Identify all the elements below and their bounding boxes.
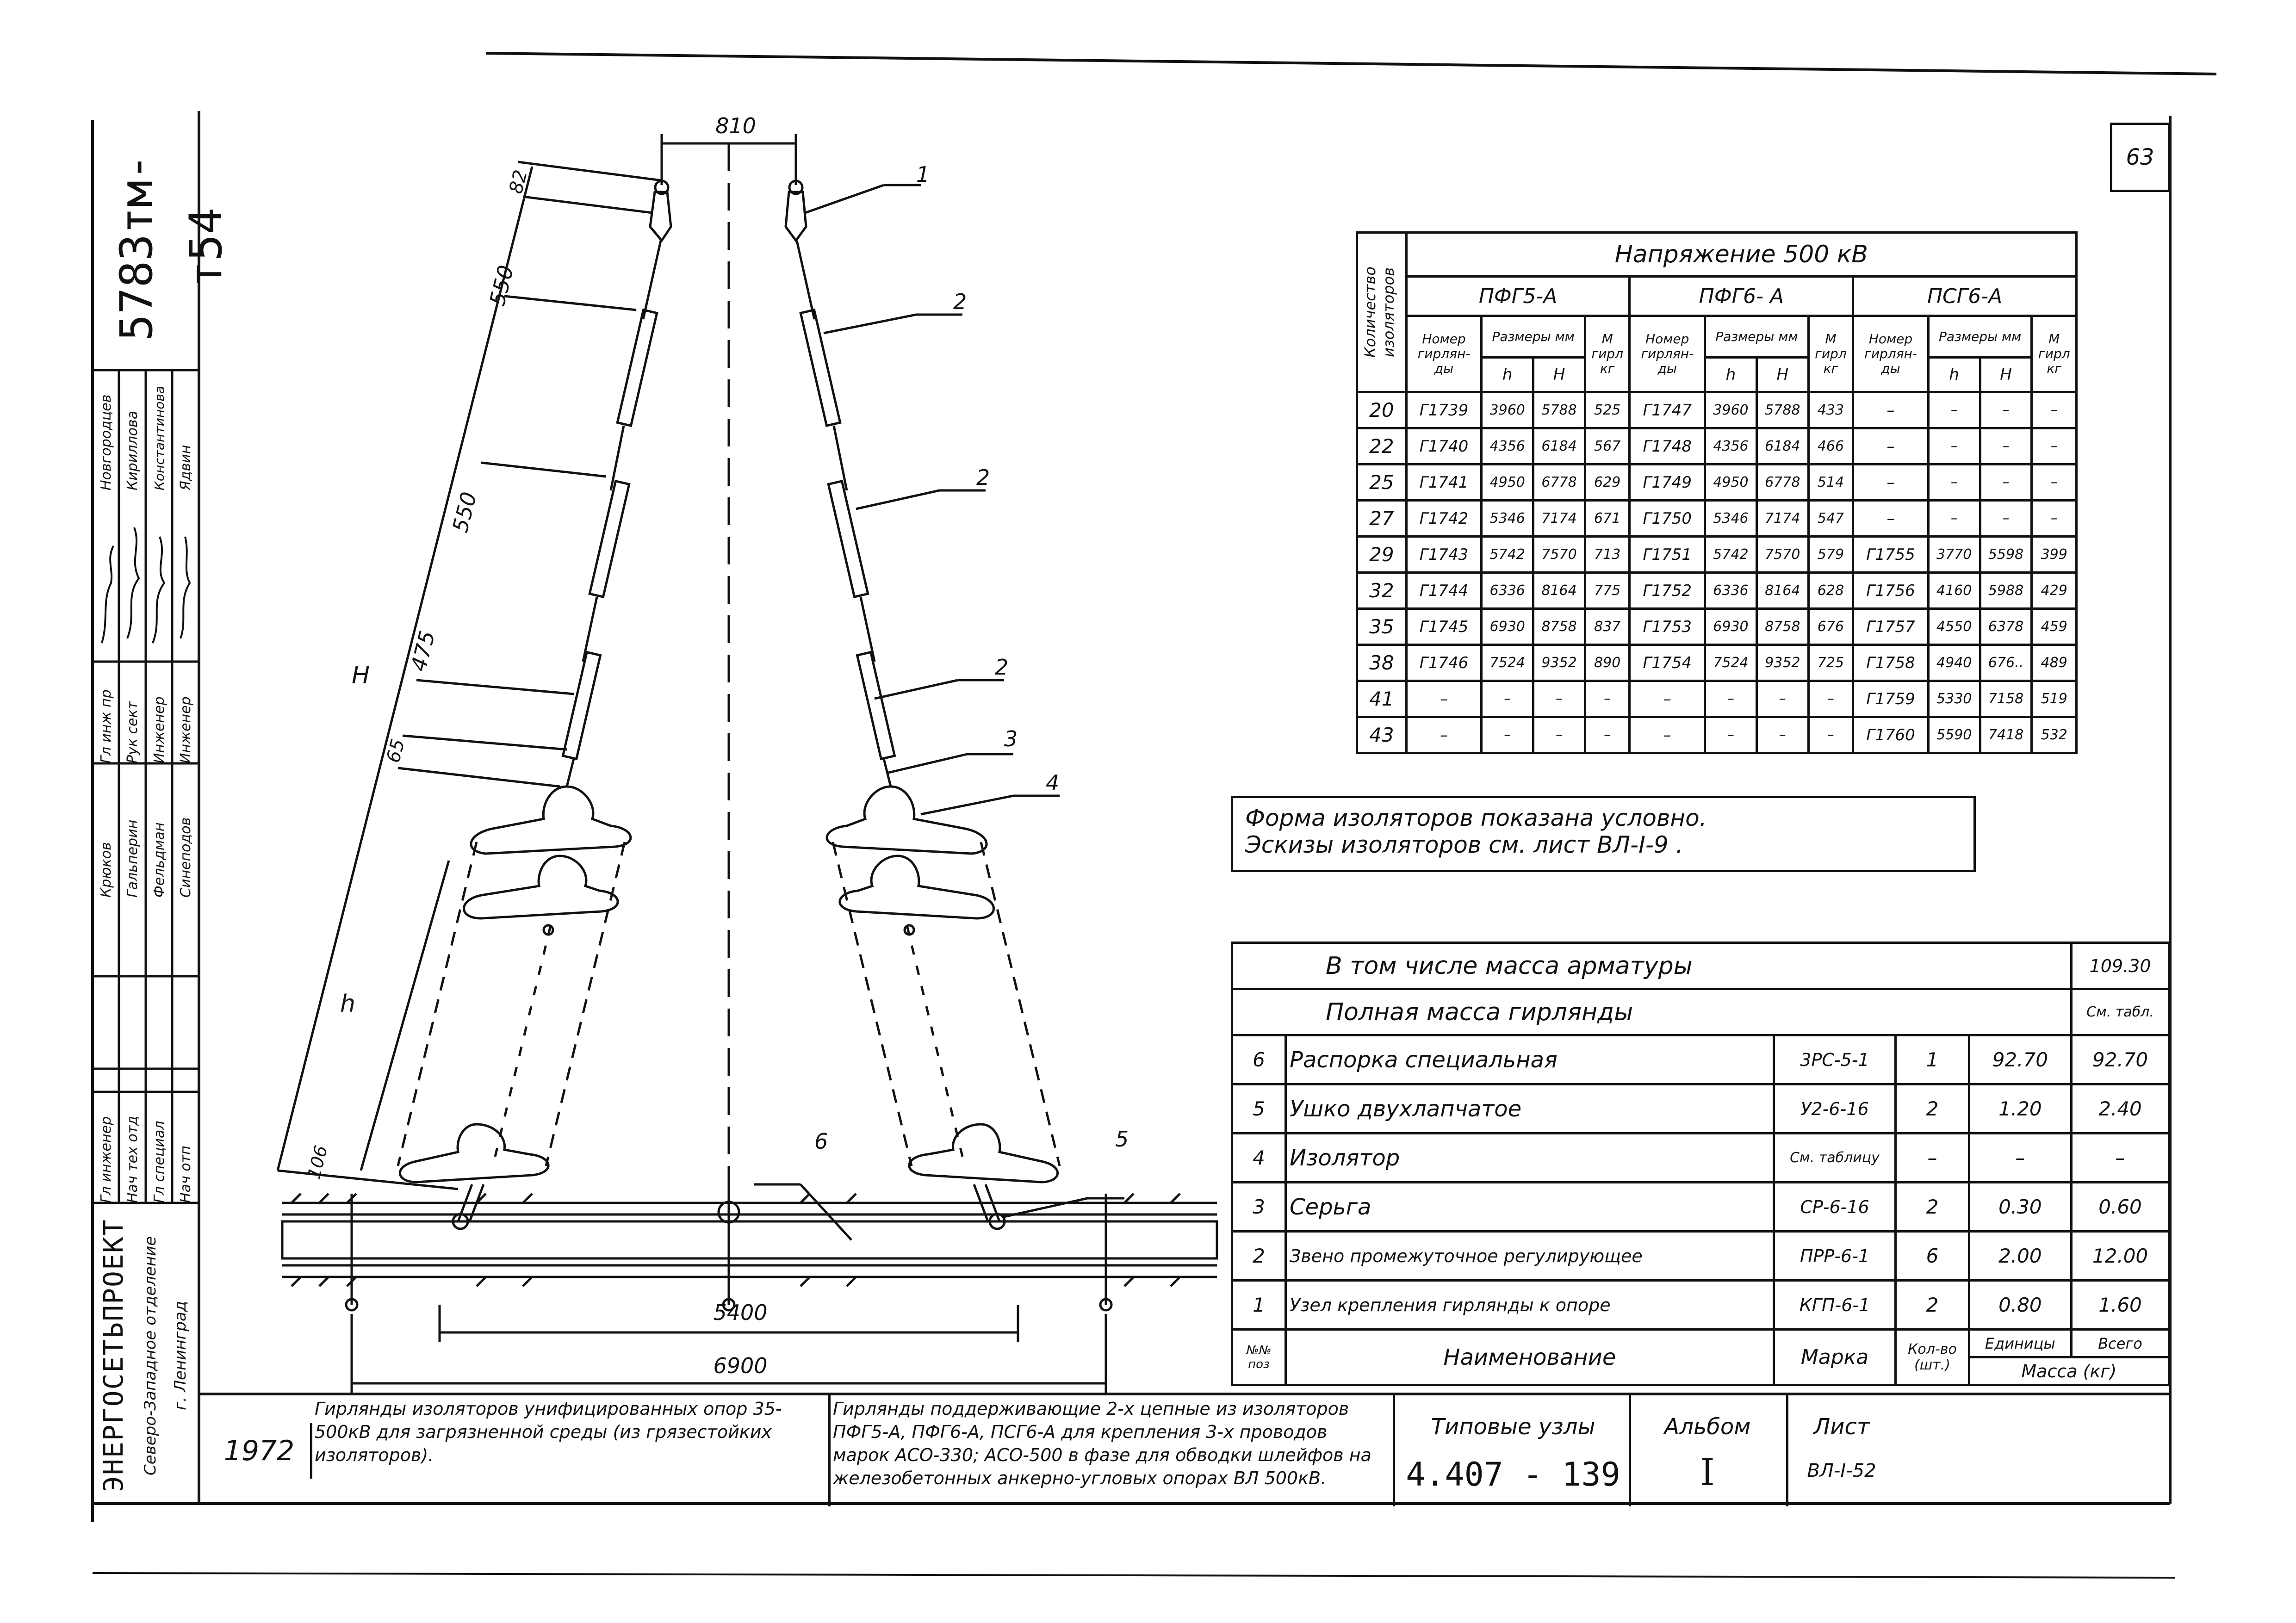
- spec-row: [1232, 1134, 2169, 1183]
- left-stamp: [93, 120, 232, 1504]
- sig-name: Ядвин: [178, 445, 194, 490]
- callout-6: 6: [814, 1129, 828, 1154]
- dim-106: 106: [304, 1143, 332, 1181]
- spec-name: Ушко двухлапчатое: [1286, 1084, 1774, 1134]
- H-label: H: [1980, 358, 2032, 392]
- table-cell: 579: [1808, 537, 1853, 573]
- table-cell: 466: [1808, 428, 1853, 465]
- table-cell: –: [1406, 717, 1482, 753]
- table-cell: 459: [2032, 609, 2077, 645]
- h-unit: Единицы: [1969, 1330, 2071, 1357]
- table-cell: Г1739: [1406, 392, 1482, 428]
- table-cell: –: [1482, 717, 1533, 753]
- table-cell: 628: [1808, 573, 1853, 609]
- table-cell: 8758: [1533, 609, 1585, 645]
- table-cell: Г1743: [1406, 537, 1482, 573]
- sig-role: Гл инженер: [98, 1116, 114, 1203]
- table-cell: –: [1980, 392, 2032, 428]
- table-cell: 429: [2032, 573, 2077, 609]
- dim-65: 65: [382, 737, 409, 765]
- table-cell: Г1745: [1406, 609, 1482, 645]
- table-cell: 6778: [1756, 465, 1808, 501]
- divider: [1629, 1395, 1631, 1506]
- spec-mark: 3РС-5-1: [1774, 1035, 1896, 1084]
- table-cell: –: [1853, 501, 1929, 537]
- total-label: Полная масса гирлянды: [1232, 989, 2072, 1035]
- table-cell: 676..: [1980, 645, 2032, 681]
- dim-base-outer: 6900: [713, 1353, 768, 1378]
- voltage-title: Напряжение 500 кВ: [1406, 233, 2076, 277]
- table-cell: Г1756: [1853, 573, 1929, 609]
- spec-unit: 0.30: [1969, 1183, 2071, 1232]
- table-cell: 433: [1808, 392, 1853, 428]
- spec-qty: 6: [1896, 1232, 1969, 1281]
- H-label: H: [1533, 358, 1585, 392]
- sig-role: Нач тех отд: [124, 1116, 141, 1203]
- spec-mark: СР-6-16: [1774, 1183, 1896, 1232]
- spec-total: 1.60: [2072, 1281, 2169, 1330]
- spec-mark: См. таблицу: [1774, 1134, 1896, 1183]
- table-cell: 5346: [1482, 501, 1533, 537]
- spec-mark: У2-6-16: [1774, 1084, 1896, 1134]
- table-cell: –: [1630, 681, 1705, 717]
- spec-row: [1232, 1035, 2169, 1084]
- table-cell: 7524: [1482, 645, 1533, 681]
- callout-2: 2: [953, 289, 967, 314]
- callout-1: 1: [916, 162, 930, 187]
- sub-sizes: Размеры мм: [1705, 316, 1809, 358]
- spec-pos: 5: [1232, 1084, 1286, 1134]
- count-header: Количество изоляторов: [1357, 233, 1407, 392]
- table-cell: 525: [1585, 392, 1630, 428]
- table-cell: –: [1585, 681, 1630, 717]
- dim-base-inner: 5400: [713, 1300, 768, 1325]
- table-cell: –: [1406, 681, 1482, 717]
- h-mark: Марка: [1774, 1330, 1896, 1385]
- table-cell: 5346: [1705, 501, 1757, 537]
- spec-row: [1232, 1232, 2169, 1281]
- table-cell: 519: [2032, 681, 2077, 717]
- h-total: Всего: [2072, 1330, 2169, 1357]
- table-cell: 775: [1585, 573, 1630, 609]
- sig-name: Новгородцев: [98, 394, 114, 490]
- org-name: ЭНЕРГОСЕТЬПРОЕКТ: [98, 1219, 129, 1493]
- title-block: [199, 1393, 2170, 1506]
- spec-pos: 3: [1232, 1183, 1286, 1232]
- table-row: [1357, 465, 2077, 501]
- table-cell: 514: [1808, 465, 1853, 501]
- total-value: См. табл.: [2072, 989, 2169, 1035]
- table-cell: Г1758: [1853, 645, 1929, 681]
- table-row: [1357, 428, 2077, 465]
- table-cell: 5590: [1928, 717, 1980, 753]
- spec-table: [1231, 942, 2170, 1386]
- table-cell: –: [1808, 681, 1853, 717]
- insulator-count: 38: [1357, 645, 1407, 681]
- table-row: [1357, 717, 2077, 753]
- table-cell: 4160: [1928, 573, 1980, 609]
- table-cell: 671: [1585, 501, 1630, 537]
- sig-name: Константинова: [152, 385, 167, 490]
- table-cell: 8164: [1533, 573, 1585, 609]
- table-cell: Г1753: [1630, 609, 1705, 645]
- spec-name: Звено промежуточное регулирующее: [1286, 1232, 1774, 1281]
- insulator-count: 43: [1357, 717, 1407, 753]
- spec-mark: КГП-6-1: [1774, 1281, 1896, 1330]
- table-cell: –: [1980, 428, 2032, 465]
- sig-name: Кириллова: [124, 410, 141, 490]
- callout-2: 2: [976, 465, 990, 490]
- table-cell: 5988: [1980, 573, 2032, 609]
- sub-mass: М гирл кг: [2032, 316, 2077, 392]
- sig-role: Инженер: [178, 696, 194, 763]
- table-row: [1357, 645, 2077, 681]
- table-cell: –: [1928, 465, 1980, 501]
- group-psg6: ПСГ6-А: [1853, 277, 2077, 316]
- table-cell: 7570: [1756, 537, 1808, 573]
- table-cell: Г1760: [1853, 717, 1929, 753]
- spec-name: Изолятор: [1286, 1134, 1774, 1183]
- divider: [1393, 1395, 1395, 1506]
- table-cell: Г1759: [1853, 681, 1929, 717]
- note-line-2: Эскизы изоляторов см. лист ВЛ-I-9 .: [1245, 831, 1683, 858]
- sig-name: Синеподов: [178, 817, 194, 898]
- table-cell: 725: [1808, 645, 1853, 681]
- table-cell: Г1754: [1630, 645, 1705, 681]
- callout-4: 4: [1046, 770, 1060, 795]
- dim-475: 475: [406, 628, 440, 674]
- table-cell: 3960: [1705, 392, 1757, 428]
- dim-82: 82: [505, 167, 532, 196]
- divider: [1786, 1395, 1788, 1506]
- table-cell: 7158: [1980, 681, 2032, 717]
- table-cell: Г1747: [1630, 392, 1705, 428]
- spec-qty: 2: [1896, 1183, 1969, 1232]
- table-cell: –: [1756, 717, 1808, 753]
- table-cell: 567: [1585, 428, 1630, 465]
- table-cell: Г1749: [1630, 465, 1705, 501]
- table-row: [1357, 537, 2077, 573]
- table-cell: Г1740: [1406, 428, 1482, 465]
- table-cell: 5742: [1705, 537, 1757, 573]
- spec-qty: 2: [1896, 1084, 1969, 1134]
- spec-unit: 0.80: [1969, 1281, 2071, 1330]
- insulator-count: 41: [1357, 681, 1407, 717]
- table-cell: Г1751: [1630, 537, 1705, 573]
- table-cell: –: [1928, 501, 1980, 537]
- table-row: [1357, 501, 2077, 537]
- insulator-count: 25: [1357, 465, 1407, 501]
- callout-5: 5: [1115, 1127, 1129, 1152]
- h-label: h: [1705, 358, 1757, 392]
- sheet-label: Лист: [1813, 1414, 1870, 1440]
- spec-pos: 1: [1232, 1281, 1286, 1330]
- insulator-count: 22: [1357, 428, 1407, 465]
- sig-name: Крюков: [98, 842, 114, 898]
- year: 1972: [208, 1423, 312, 1479]
- spec-unit: 2.00: [1969, 1232, 2071, 1281]
- spec-qty: 2: [1896, 1281, 1969, 1330]
- table-cell: Г1744: [1406, 573, 1482, 609]
- org-branch: Северо-Западное отделение: [141, 1236, 160, 1475]
- spec-total: –: [2072, 1134, 2169, 1183]
- album-value: I: [1700, 1451, 1715, 1494]
- h-qty: Кол-во (шт.): [1896, 1330, 1969, 1385]
- left-string: [398, 181, 671, 1229]
- table-cell: Г1742: [1406, 501, 1482, 537]
- sub-mass: М гирл кг: [1808, 316, 1853, 392]
- spec-pos: 4: [1232, 1134, 1286, 1183]
- spec-row: [1232, 1281, 2169, 1330]
- desc-main: Гирлянды поддерживающие 2-х цепные из изоляторов ПФГ5-А, ПФГ6-А, ПСГ6-А для крепления 3-х проводов марок АСО-330; АСО-500 в фазе для обводки шлейфов на железобетонных анкерно-угловых опорах ВЛ 500кВ.: [833, 1399, 1371, 1488]
- table-cell: 3770: [1928, 537, 1980, 573]
- table-cell: Г1741: [1406, 465, 1482, 501]
- table-row: [1357, 392, 2077, 428]
- h-label: h: [1482, 358, 1533, 392]
- org-city: г. Ленинград: [171, 1301, 190, 1411]
- table-cell: 6336: [1482, 573, 1533, 609]
- H-label: H: [1756, 358, 1808, 392]
- dim-h: h: [340, 990, 355, 1018]
- spec-row: [1232, 1084, 2169, 1134]
- insulator-table: [1356, 231, 2078, 754]
- table-cell: 532: [2032, 717, 2077, 753]
- right-string: [786, 181, 1060, 1229]
- sig-role: Инженер: [151, 696, 168, 763]
- table-cell: 7418: [1980, 717, 2032, 753]
- sig-role: Гл специал: [151, 1121, 168, 1203]
- table-cell: 7570: [1533, 537, 1585, 573]
- h-mass: Масса (кг): [1969, 1357, 2169, 1385]
- table-cell: –: [1533, 717, 1585, 753]
- spec-pos: 2: [1232, 1232, 1286, 1281]
- table-cell: 6778: [1533, 465, 1585, 501]
- archive-code: 5783тм-т54: [111, 154, 232, 341]
- table-cell: –: [1853, 465, 1929, 501]
- album-label: Альбом: [1664, 1414, 1751, 1440]
- table-cell: 4550: [1928, 609, 1980, 645]
- series-value: 4.407 - 139: [1406, 1456, 1620, 1493]
- table-cell: 7524: [1705, 645, 1757, 681]
- table-cell: Г1757: [1853, 609, 1929, 645]
- group-pfg5: ПФГ5-А: [1406, 277, 1630, 316]
- table-cell: 837: [1585, 609, 1630, 645]
- spec-unit: –: [1969, 1134, 2071, 1183]
- spec-row: [1232, 1183, 2169, 1232]
- spec-mark: ПРР-6-1: [1774, 1232, 1896, 1281]
- table-cell: –: [1928, 392, 1980, 428]
- spec-unit: 1.20: [1969, 1084, 2071, 1134]
- table-cell: –: [1756, 681, 1808, 717]
- h-pos: №№ поз: [1232, 1330, 1286, 1385]
- table-cell: 5598: [1980, 537, 2032, 573]
- spec-name: Распорка специальная: [1286, 1035, 1774, 1084]
- desc-left: Гирлянды изоляторов унифицированных опор 35-500кВ для загрязненной среды (из грязестойких изоляторов).: [315, 1399, 782, 1465]
- sub-mass: М гирл кг: [1585, 316, 1630, 392]
- table-cell: 8164: [1756, 573, 1808, 609]
- spec-total: 92.70: [2072, 1035, 2169, 1084]
- insulator-string-drawing: [199, 93, 1263, 1434]
- table-cell: 9352: [1756, 645, 1808, 681]
- table-cell: 4950: [1482, 465, 1533, 501]
- table-cell: 6184: [1533, 428, 1585, 465]
- table-cell: 5788: [1533, 392, 1585, 428]
- series-label: Типовые узлы: [1431, 1414, 1595, 1440]
- spec-total: 0.60: [2072, 1183, 2169, 1232]
- table-cell: 7174: [1533, 501, 1585, 537]
- table-cell: 6378: [1980, 609, 2032, 645]
- table-cell: –: [2032, 501, 2077, 537]
- sig-name: Гальперин: [124, 819, 141, 898]
- table-cell: 676: [1808, 609, 1853, 645]
- table-cell: 4356: [1482, 428, 1533, 465]
- table-cell: 4940: [1928, 645, 1980, 681]
- spec-name: Серьга: [1286, 1183, 1774, 1232]
- h-label: h: [1928, 358, 1980, 392]
- table-cell: 6930: [1482, 609, 1533, 645]
- table-cell: 890: [1585, 645, 1630, 681]
- table-cell: –: [1928, 428, 1980, 465]
- note-box: [1231, 796, 1976, 872]
- insulator-count: 20: [1357, 392, 1407, 428]
- table-cell: Г1755: [1853, 537, 1929, 573]
- spec-total: 2.40: [2072, 1084, 2169, 1134]
- sub-number: Номер гирлян-ды: [1853, 316, 1929, 392]
- sub-sizes: Размеры мм: [1928, 316, 2032, 358]
- spec-unit: 92.70: [1969, 1035, 2071, 1084]
- spec-name: Узел крепления гирлянды к опоре: [1286, 1281, 1774, 1330]
- page-number-box: [2110, 123, 2170, 192]
- group-pfg6: ПФГ6- А: [1630, 277, 1853, 316]
- sig-role: Рук сект: [124, 701, 141, 763]
- insulator-count: 35: [1357, 609, 1407, 645]
- table-row: [1357, 609, 2077, 645]
- table-cell: –: [1980, 501, 2032, 537]
- table-cell: 7174: [1756, 501, 1808, 537]
- h-name: Наименование: [1286, 1330, 1774, 1385]
- dim-550b: 550: [447, 489, 482, 535]
- spacer-bar: [282, 1194, 1217, 1310]
- sig-name: Фельдман: [151, 822, 168, 898]
- dim-550a: 550: [484, 262, 519, 309]
- sub-number: Номер гирлян-ды: [1630, 316, 1705, 392]
- table-cell: 4950: [1705, 465, 1757, 501]
- sub-number: Номер гирлян-ды: [1406, 316, 1482, 392]
- note-line-1: Форма изоляторов показана условно.: [1245, 805, 1707, 831]
- table-cell: 713: [1585, 537, 1630, 573]
- table-cell: –: [1853, 392, 1929, 428]
- table-cell: Г1750: [1630, 501, 1705, 537]
- insulator-count: 27: [1357, 501, 1407, 537]
- table-cell: 629: [1585, 465, 1630, 501]
- table-cell: 8758: [1756, 609, 1808, 645]
- table-cell: 5330: [1928, 681, 1980, 717]
- sig-role: Нач отп: [178, 1146, 194, 1203]
- page-number: 63: [2126, 144, 2154, 170]
- insulator-count: 29: [1357, 537, 1407, 573]
- table-cell: Г1746: [1406, 645, 1482, 681]
- dim-top-spacing: 810: [715, 113, 756, 138]
- sheet-value: ВЛ-I-52: [1807, 1460, 1876, 1481]
- table-cell: –: [1630, 717, 1705, 753]
- table-cell: –: [2032, 465, 2077, 501]
- table-cell: –: [1533, 681, 1585, 717]
- sig-role: Гл инж пр: [98, 689, 114, 763]
- table-row: [1357, 573, 2077, 609]
- table-cell: 6930: [1705, 609, 1757, 645]
- table-row: [1357, 681, 2077, 717]
- table-cell: –: [1705, 717, 1757, 753]
- table-cell: 4356: [1705, 428, 1757, 465]
- table-cell: 5788: [1756, 392, 1808, 428]
- divider: [828, 1395, 831, 1506]
- table-cell: 6184: [1756, 428, 1808, 465]
- table-cell: 3960: [1482, 392, 1533, 428]
- table-cell: 547: [1808, 501, 1853, 537]
- spec-total: 12.00: [2072, 1232, 2169, 1281]
- signatures-drawn: [93, 490, 199, 662]
- table-cell: –: [1705, 681, 1757, 717]
- table-cell: Г1752: [1630, 573, 1705, 609]
- table-cell: 399: [2032, 537, 2077, 573]
- table-cell: –: [1980, 465, 2032, 501]
- table-cell: –: [1482, 681, 1533, 717]
- spec-pos: 6: [1232, 1035, 1286, 1084]
- table-cell: 6336: [1705, 573, 1757, 609]
- table-cell: 9352: [1533, 645, 1585, 681]
- insulator-count: 32: [1357, 573, 1407, 609]
- table-cell: –: [1853, 428, 1929, 465]
- armature-label: В том числе масса арматуры: [1232, 943, 2072, 989]
- armature-value: 109.30: [2072, 943, 2169, 989]
- table-cell: –: [1808, 717, 1853, 753]
- callout-2: 2: [995, 655, 1009, 680]
- callout-3: 3: [1004, 726, 1018, 751]
- table-cell: 489: [2032, 645, 2077, 681]
- table-cell: –: [2032, 392, 2077, 428]
- table-cell: Г1748: [1630, 428, 1705, 465]
- table-cell: 5742: [1482, 537, 1533, 573]
- spec-qty: –: [1896, 1134, 1969, 1183]
- dim-H: H: [352, 662, 370, 689]
- table-cell: –: [1585, 717, 1630, 753]
- table-cell: –: [2032, 428, 2077, 465]
- sub-sizes: Размеры мм: [1482, 316, 1585, 358]
- spec-qty: 1: [1896, 1035, 1969, 1084]
